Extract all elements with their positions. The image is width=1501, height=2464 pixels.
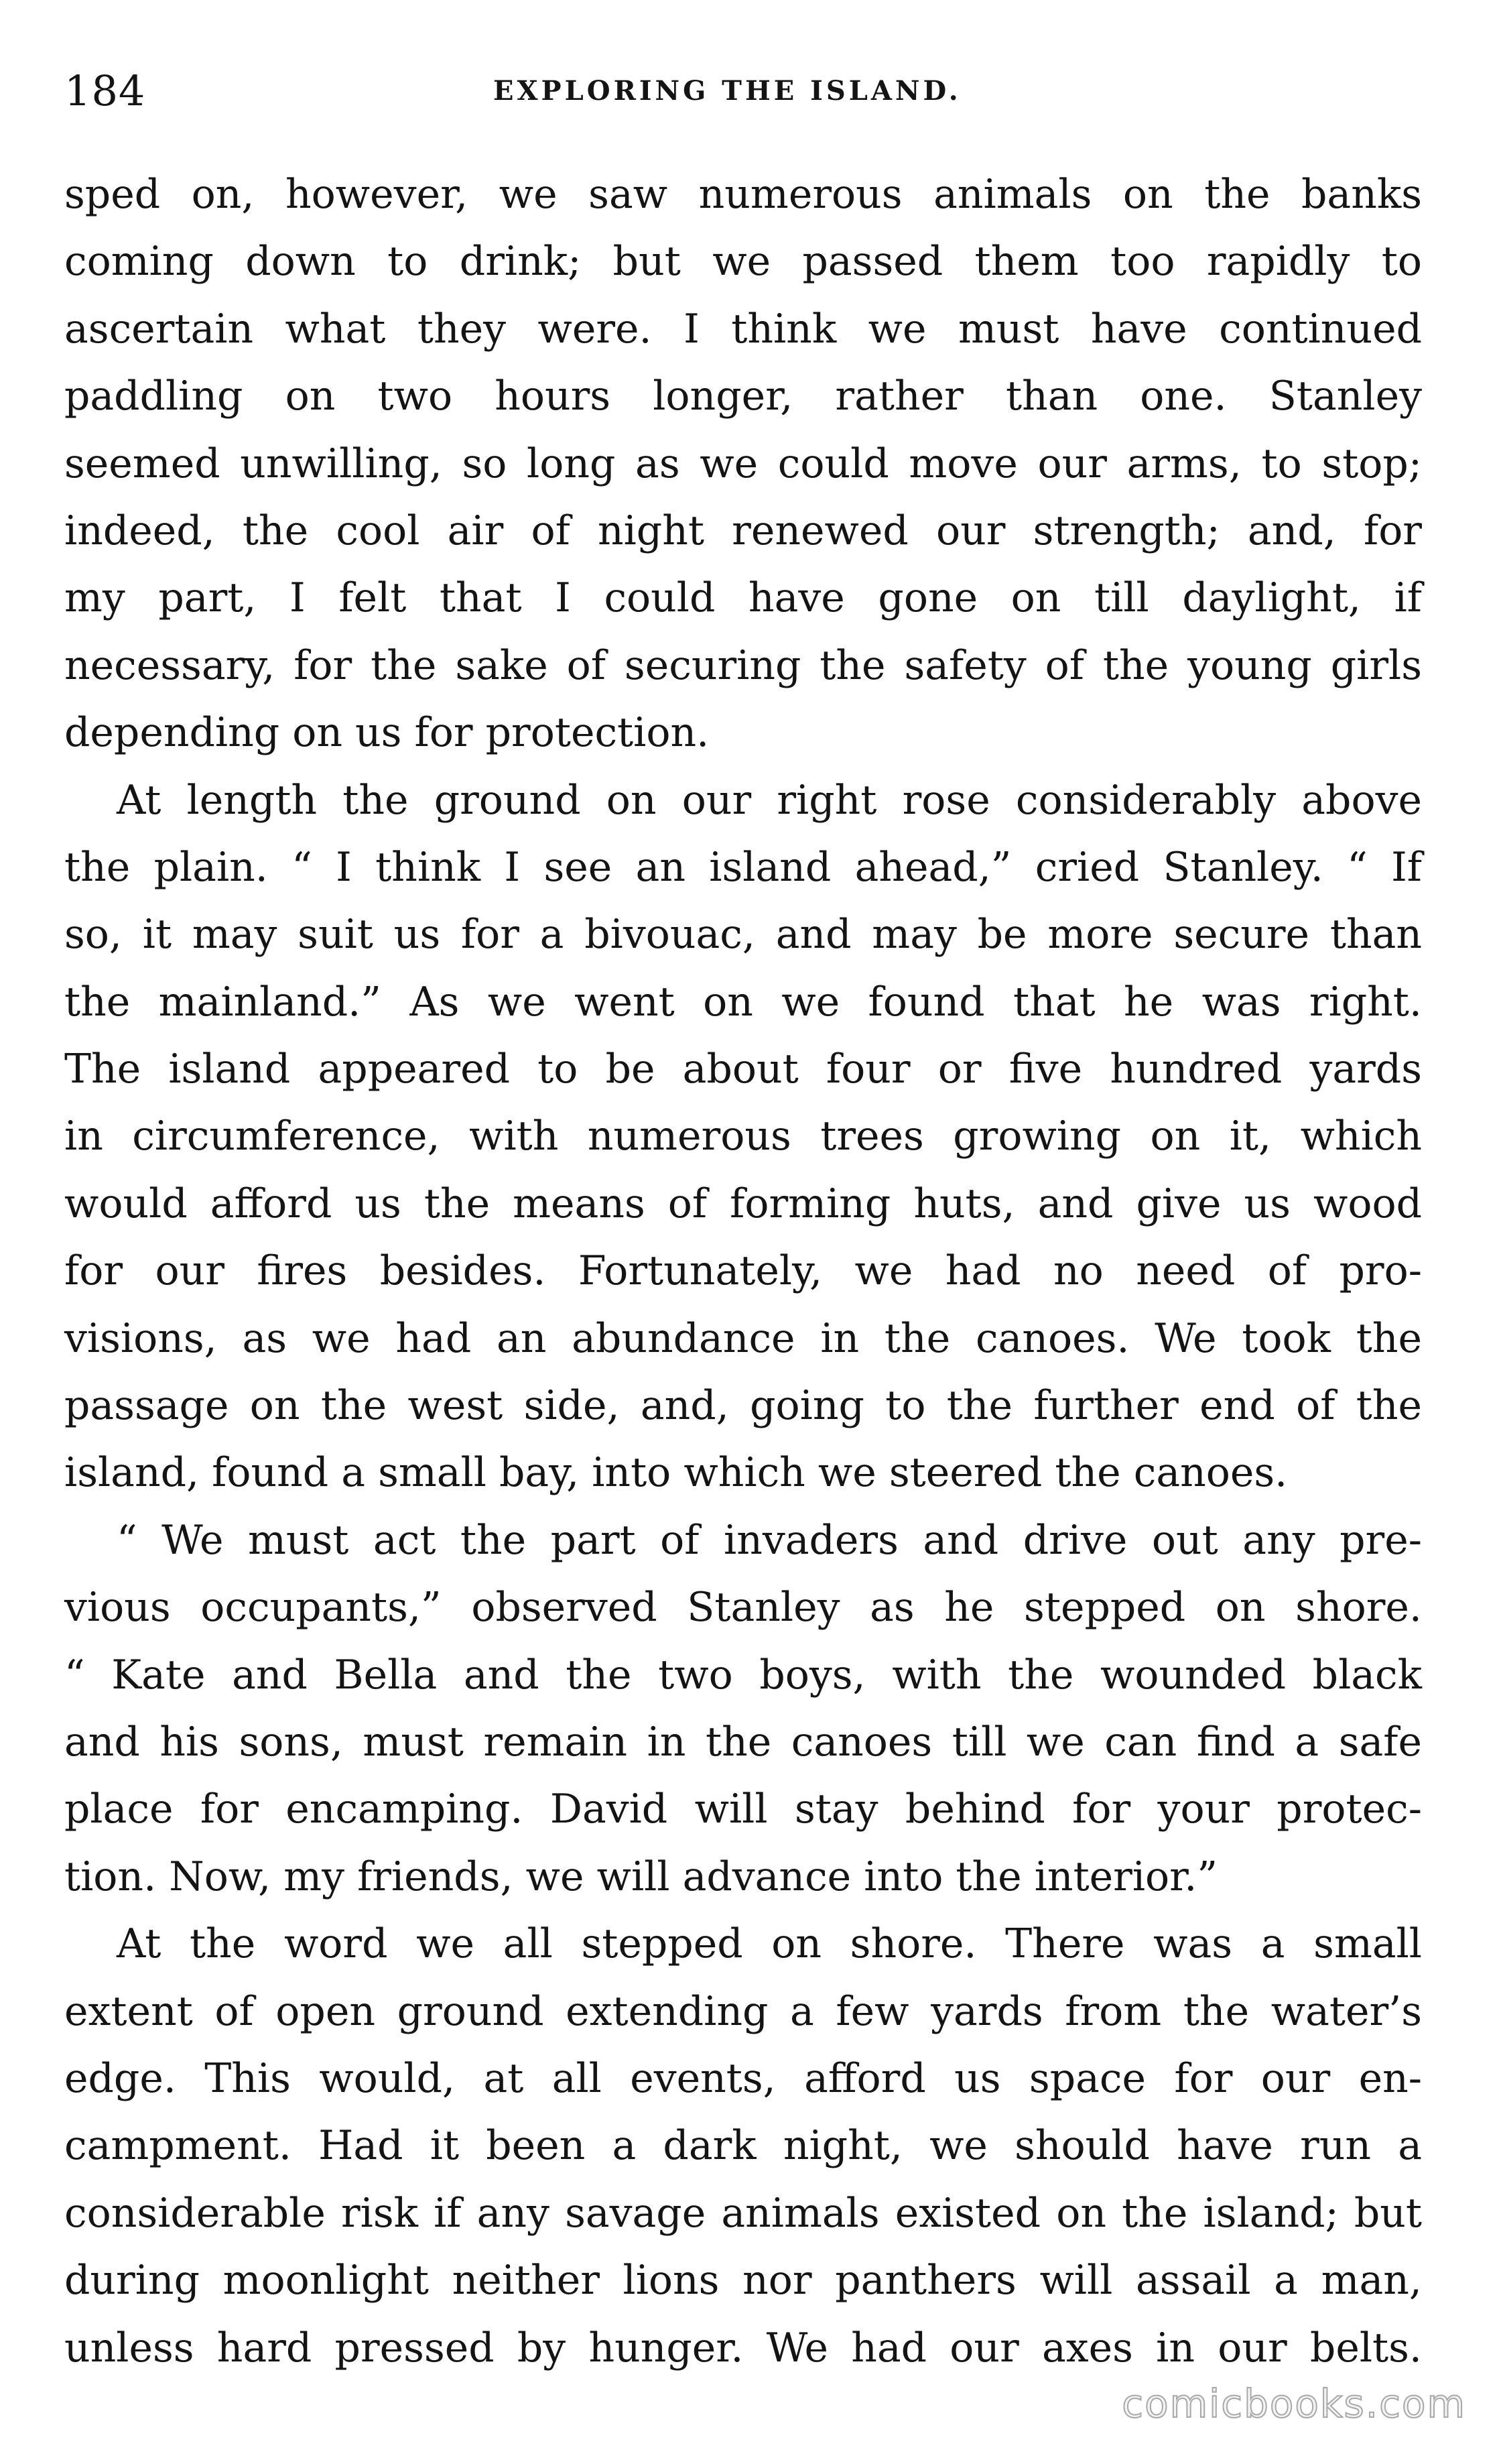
text-line: considerable risk if any savage animals existed on the island; but <box>64 2189 1422 2237</box>
page-number: 184 <box>64 66 146 115</box>
text-line: and his sons, must remain in the canoes till we can find a safe <box>64 1718 1422 1766</box>
body-text <box>64 161 1422 2382</box>
text-line: sped on, however, we saw numerous animals on the banks <box>64 171 1422 218</box>
text-line: so, it may suit us for a bivouac, and may be more secure than <box>64 911 1422 959</box>
text-line: the mainland.” As we went on we found that he was right. <box>64 978 1422 1026</box>
text-line: edge. This would, at all events, afford us space for our en- <box>64 2054 1422 2102</box>
text-line: At the word we all stepped on shore. There was a small <box>117 1920 1422 1968</box>
text-line: At length the ground on our right rose considerably above <box>117 776 1422 824</box>
watermark-text: comicbooks.com <box>1122 2381 1466 2426</box>
text-line: “ We must act the part of invaders and drive out any pre- <box>117 1516 1422 1564</box>
page-header <box>64 64 1422 118</box>
text-line: “ Kate and Bella and the two boys, with the wounded black <box>64 1651 1422 1699</box>
text-line: during moonlight neither lions nor panthers will assail a man, <box>64 2257 1422 2304</box>
text-line: place for encamping. David will stay behind for your protec- <box>64 1786 1422 1833</box>
text-line: passage on the west side, and, going to the further end of the <box>64 1382 1422 1430</box>
text-line: paddling on two hours longer, rather than one. Stanley <box>64 373 1422 420</box>
text-line: extent of open ground extending a few yards from the water’s <box>64 1987 1422 2035</box>
running-head: EXPLORING THE ISLAND. <box>493 75 962 107</box>
text-line: for our fires besides. Fortunately, we had no need of pro- <box>64 1247 1422 1295</box>
text-line: indeed, the cool air of night renewed our strength; and, for <box>64 507 1422 554</box>
text-line: The island appeared to be about four or five hundred yards <box>64 1046 1422 1093</box>
text-line: island, found a small bay, into which we steered the canoes. <box>64 1449 1288 1497</box>
text-line: coming down to drink; but we passed them too rapidly to <box>64 238 1422 286</box>
text-line: vious occupants,” observed Stanley as he stepped on shore. <box>64 1584 1422 1631</box>
text-line: the plain. “ I think I see an island ahead,” cried Stanley. “ If <box>64 843 1422 891</box>
text-line: would afford us the means of forming huts, and give us wood <box>64 1180 1422 1227</box>
text-line: depending on us for protection. <box>64 709 710 757</box>
text-line: ascertain what they were. I think we must have continued <box>64 305 1422 353</box>
text-line: tion. Now, my friends, we will advance into the interior.” <box>64 1853 1218 1900</box>
text-line: visions, as we had an abundance in the canoes. We took the <box>64 1314 1422 1362</box>
text-line: unless hard pressed by hunger. We had our axes in our belts. <box>64 2324 1422 2371</box>
text-line: my part, I felt that I could have gone on till daylight, if <box>64 574 1422 622</box>
text-line: necessary, for the sake of securing the safety of the young girls <box>64 641 1422 689</box>
text-line: seemed unwilling, so long as we could move our arms, to stop; <box>64 440 1422 487</box>
text-line: in circumference, with numerous trees growing on it, which <box>64 1113 1422 1160</box>
text-line: campment. Had it been a dark night, we should have run a <box>64 2122 1422 2170</box>
